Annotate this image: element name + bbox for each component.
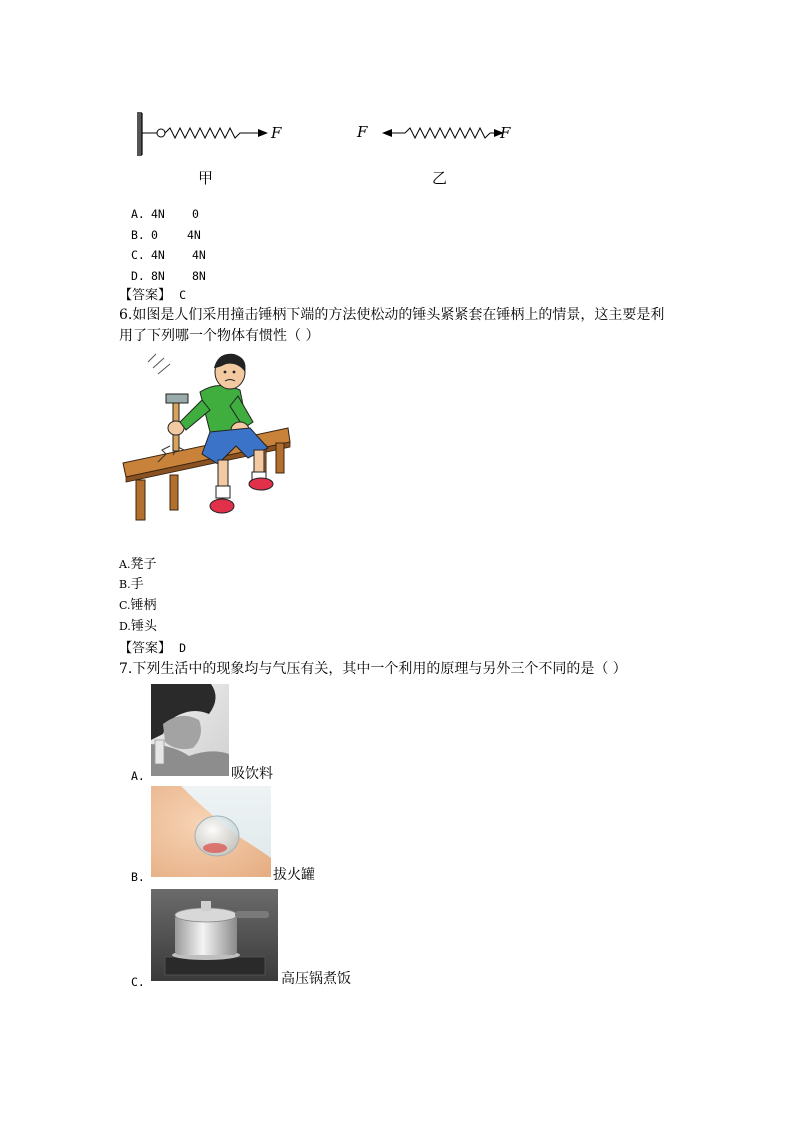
q7-option-c-letter: C.	[131, 975, 145, 989]
q6-option-c: C.锤柄	[119, 598, 157, 613]
q6-option-d: D.锤头	[119, 619, 157, 634]
q6-option-a: A.凳子	[119, 557, 157, 572]
q6-answer: 【答案】 D	[119, 641, 187, 656]
wall-diagram	[137, 112, 142, 156]
q7-option-b-text: 拔火罐	[273, 867, 315, 883]
force-label-right-left: F	[357, 123, 368, 141]
drinking-photo	[151, 684, 229, 776]
q7-option-a-letter: A.	[131, 769, 145, 783]
q6-option-b: B.手	[119, 577, 144, 592]
q6-stem-line2: 用了下列哪一个物体有惯性（ ）	[119, 328, 320, 344]
q5-answer: 【答案】 C	[119, 288, 187, 303]
hammer-bench-illustration	[118, 350, 293, 522]
q5-option-c: C. 4N 4N	[131, 248, 206, 262]
force-label-left: F	[271, 124, 282, 142]
cupping-photo	[151, 786, 271, 877]
arrow-left-right	[240, 129, 268, 137]
q7-option-a-text: 吸饮料	[231, 766, 273, 782]
spring-figure	[130, 105, 530, 195]
q5-option-b: B. 0 4N	[131, 228, 201, 242]
q7-option-c-text: 高压锅煮饭	[281, 971, 351, 987]
spring-right	[405, 128, 490, 138]
q7-option-b-letter: B.	[131, 870, 145, 884]
force-label-right-right: F	[500, 124, 511, 142]
arrow-right-left	[382, 129, 405, 137]
q5-option-d: D. 8N 8N	[131, 269, 206, 283]
q5-option-a: A. 4N 0	[131, 207, 199, 221]
spring-left	[142, 128, 250, 138]
q6-stem-line1: 6.如图是人们采用撞击锤柄下端的方法使松动的锤头紧紧套在锤柄上的情景，这主要是利	[119, 307, 665, 323]
figure-label-jia: 甲	[198, 169, 214, 187]
pressure-cooker-photo	[151, 889, 278, 981]
figure-label-yi: 乙	[432, 169, 448, 187]
q7-stem: 7.下列生活中的现象均与气压有关，其中一个利用的原理与另外三个不同的是（ ）	[119, 661, 627, 677]
